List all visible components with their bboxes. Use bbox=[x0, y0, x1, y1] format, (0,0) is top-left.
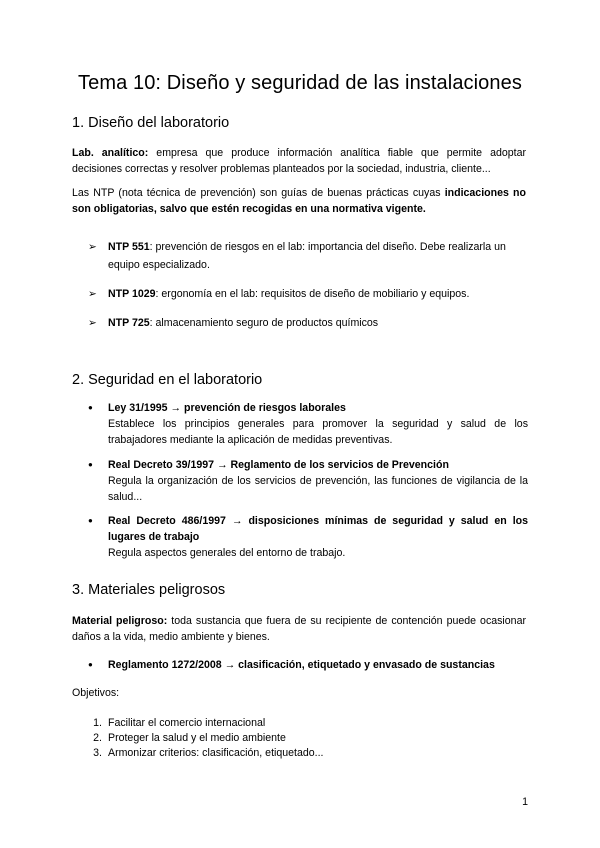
ntp-code: NTP 551 bbox=[108, 241, 150, 253]
list-item-rd-486-1997 bbox=[88, 513, 528, 561]
list-item-rd-39-1997 bbox=[88, 457, 528, 505]
arrow-bullet-icon: ➢ bbox=[88, 241, 97, 253]
ntp-description: : prevención de riesgos en el lab: importancia del diseño. Debe realizarla un equipo especializado. bbox=[108, 241, 506, 271]
list-item-ntp-725 bbox=[88, 314, 528, 332]
objetivo-text: Armonizar criterios: clasificación, etiquetado... bbox=[108, 747, 324, 759]
objetivo-item-3 bbox=[88, 746, 508, 761]
list-item-ntp-551 bbox=[88, 238, 528, 274]
section-heading-3: 3. Materiales peligrosos bbox=[72, 582, 226, 598]
ntp-code: NTP 725 bbox=[108, 317, 150, 329]
objetivo-text: Facilitar el comercio internacional bbox=[108, 717, 266, 729]
law-description: Regula aspectos generales del entorno de trabajo. bbox=[108, 547, 346, 559]
term-material-peligroso: Material peligroso: bbox=[72, 615, 168, 627]
bullet-icon: ● bbox=[88, 460, 93, 469]
definition-material-peligroso: toda sustancia que fuera de su recipiente de contención puede ocasionar daños a la vida, medio ambiente y bienes. bbox=[72, 615, 526, 643]
objetivo-item-2 bbox=[88, 731, 508, 746]
list-item-reglamento-1272-2008 bbox=[88, 657, 528, 673]
regulation-title: Reglamento 1272/2008 → clasificación, etiquetado y envasado de sustancias bbox=[108, 659, 495, 671]
ntp-description: : almacenamiento seguro de productos químicos bbox=[149, 317, 379, 329]
bullet-icon: ● bbox=[88, 660, 93, 669]
list-number: 3. bbox=[93, 747, 102, 759]
term-lab-analitico: Lab. analítico: bbox=[72, 147, 149, 159]
list-number: 1. bbox=[93, 717, 102, 729]
law-title: Real Decreto 39/1997 → Reglamento de los servicios de Prevención bbox=[108, 459, 449, 471]
objetivo-text: Proteger la salud y el medio ambiente bbox=[108, 732, 286, 744]
list-item-ntp-1029 bbox=[88, 285, 528, 303]
law-description: Establece los principios generales para promover la seguridad y salud de los trabajadores mediante la aplicación de medidas preventivas. bbox=[108, 418, 528, 446]
law-description: Regula la organización de los servicios de prevención, las funciones de vigilancia de la salud... bbox=[108, 475, 528, 503]
definition-lab-analitico: empresa que produce información analítica fiable que permite adoptar decisiones correctas y resolver problemas planteados por la sociedad, industria, cliente... bbox=[72, 147, 526, 175]
paragraph-lab-analitico bbox=[72, 145, 526, 177]
objetivo-item-1 bbox=[88, 716, 508, 731]
list-item-ley-31-1995 bbox=[88, 400, 528, 448]
bullet-icon: ● bbox=[88, 403, 93, 412]
paragraph-ntp bbox=[72, 185, 526, 217]
ntp-code: NTP 1029 bbox=[108, 288, 156, 300]
objetivos-label: Objetivos: bbox=[72, 687, 120, 699]
paragraph-material-peligroso bbox=[72, 613, 526, 645]
ntp-text: Las NTP (nota técnica de prevención) son guías de buenas prácticas cuyas bbox=[72, 187, 445, 199]
list-number: 2. bbox=[93, 732, 102, 744]
section-heading-1: 1. Diseño del laboratorio bbox=[72, 115, 230, 131]
arrow-bullet-icon: ➢ bbox=[88, 317, 97, 329]
page-title: Tema 10: Diseño y seguridad de las instalaciones bbox=[78, 72, 522, 94]
section-heading-2: 2. Seguridad en el laboratorio bbox=[72, 372, 263, 388]
law-title: Ley 31/1995 → prevención de riesgos laborales bbox=[108, 402, 346, 414]
ntp-bold: indicaciones no son obligatorias, salvo que estén recogidas en una normativa vigente. bbox=[72, 187, 526, 215]
ntp-description: : ergonomía en el lab: requisitos de diseño de mobiliario y equipos. bbox=[155, 288, 470, 300]
page-number: 1 bbox=[522, 796, 528, 808]
bullet-icon: ● bbox=[88, 516, 93, 525]
arrow-bullet-icon: ➢ bbox=[88, 288, 97, 300]
law-title: Real Decreto 486/1997 → disposiciones mínimas de seguridad y salud en los lugares de trabajo bbox=[108, 515, 528, 543]
